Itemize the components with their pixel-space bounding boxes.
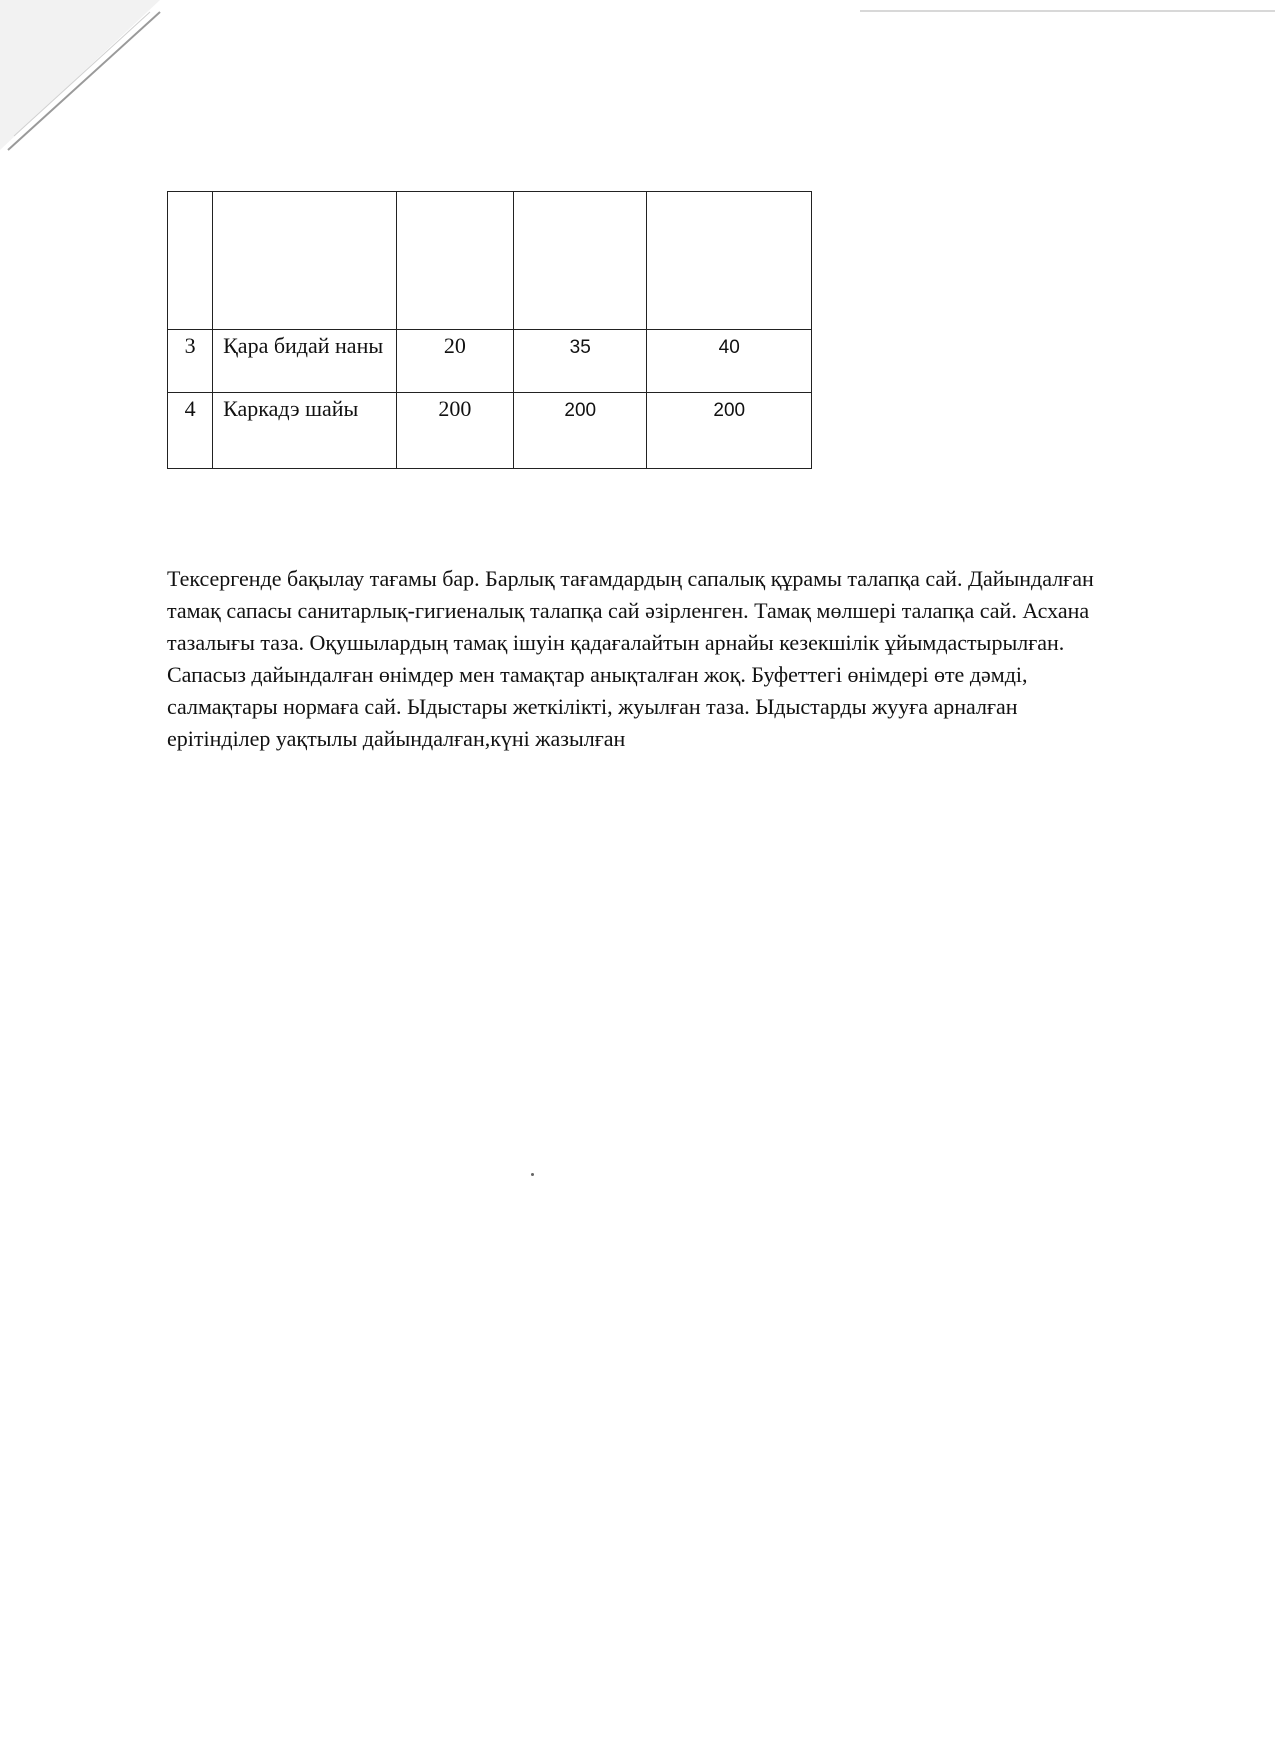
value-cell: 200 (396, 393, 513, 469)
value-cell: 200 (514, 393, 647, 469)
table-row (168, 330, 812, 393)
value-cell: 200 (647, 393, 812, 469)
folded-page-corner (0, 0, 170, 160)
item-name: Қара бидай наны (213, 330, 397, 393)
food-table (167, 191, 812, 469)
header-cell (396, 192, 513, 330)
row-number: 3 (168, 330, 213, 393)
item-name: Каркадэ шайы (213, 393, 397, 469)
header-cell (647, 192, 812, 330)
inspection-paragraph: Тексергенде бақылау тағамы бар. Барлық тағамдардың сапалық құрамы талапқа сай. Дайындалған тамақ сапасы санитарлық-гигиеналық талапқа сай әзірленген. Тамақ мөлшері талапқа сай. Асхана тазалығы таза. Оқушылардың тамақ ішуін қадағалайтын арнайы кезекшілік ұйымдастырылған. Сапасыз дайындалған өнімдер мен тамақтар анықталған жоқ. Буфеттегі өнімдері өте дәмді, салмақтары нормаға сай. Ыдыстары жеткілікті, жуылған таза. Ыдыстарды жууға арналған ерітінділер уақтылы дайындалған,күні жазылған (167, 566, 1094, 751)
table-header-row (168, 192, 812, 330)
scan-edge (860, 10, 1275, 12)
value-cell: 20 (396, 330, 513, 393)
header-cell (168, 192, 213, 330)
header-cell (514, 192, 647, 330)
header-cell (213, 192, 397, 330)
scan-speck (531, 1173, 534, 1176)
row-number: 4 (168, 393, 213, 469)
table-row (168, 393, 812, 469)
value-cell: 40 (647, 330, 812, 393)
value-cell: 35 (514, 330, 647, 393)
